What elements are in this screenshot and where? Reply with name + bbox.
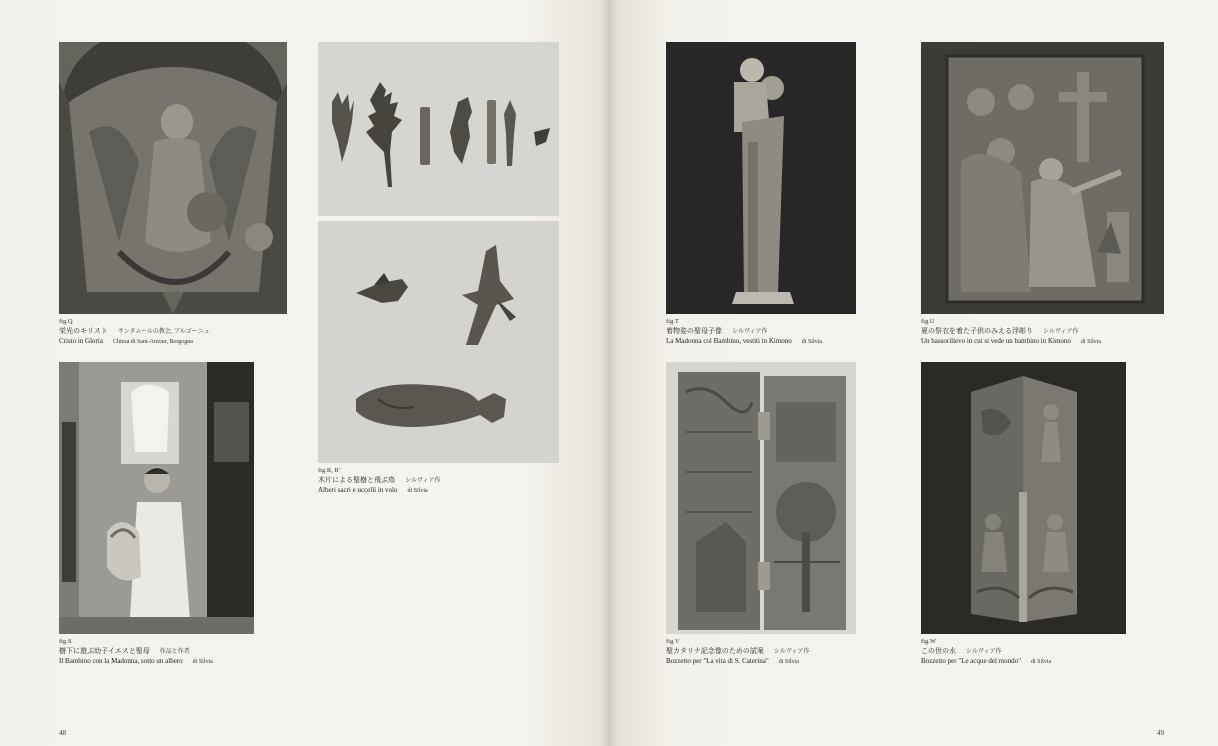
photo-wooden-trees — [318, 42, 559, 216]
caption-jp-note: シルヴィア作 — [405, 477, 441, 484]
caption-jp-note: シルヴィア作 — [732, 328, 768, 335]
caption-jp-note: 作品と作者 — [159, 648, 190, 655]
caption-it-note: di Silvia — [1080, 339, 1102, 345]
photo-artist-with-sculpture — [59, 362, 254, 634]
caption-fig-v — [666, 637, 809, 668]
caption-jp-title: 夏の祭衣を着た子供のみえる浮彫り — [921, 326, 1033, 335]
caption-jp-title: この世の水 — [921, 646, 956, 655]
caption-it-title: Alberi sacri e uccelli in volo — [318, 486, 398, 494]
caption-it-title: La Madonna col Bambino, vestiti in Kimono — [666, 337, 792, 345]
photo-acque-del-mondo — [921, 362, 1126, 634]
figure-number: fig.U — [921, 318, 935, 325]
caption-it-title: Cristo in Gloria — [59, 337, 103, 345]
caption-jp-title: 聖カタリナ記念像のための試案 — [666, 646, 764, 655]
caption-it-note: di Silvia — [192, 659, 213, 665]
figure-number: fig.Q — [59, 318, 73, 325]
caption-jp-title: 栄光のキリスト — [59, 326, 108, 335]
page-number-right: 49 — [1157, 729, 1164, 737]
caption-it-note: di Silvia — [1030, 659, 1052, 665]
caption-it-note: Chiesa di Sant-Amour, Borgogna — [112, 339, 193, 345]
caption-it-title: Bozzetto per "Le acque del mondo" — [921, 657, 1021, 665]
figure-number: fig.S — [59, 638, 72, 645]
caption-fig-u — [921, 317, 1101, 348]
caption-fig-s — [59, 637, 213, 668]
caption-it-note: di Silvia — [778, 659, 799, 665]
page-number-left: 48 — [59, 729, 66, 737]
caption-jp-note: サンタムールの教会, ブルゴーニュ — [117, 328, 210, 335]
caption-jp-note: シルヴィア作 — [966, 648, 1002, 655]
photo-wooden-birds — [318, 221, 559, 463]
photo-cristo-in-gloria — [59, 42, 287, 314]
caption-jp-title: 木片による聖樹と飛ぶ鳥 — [318, 475, 395, 484]
book-gutter — [600, 0, 618, 746]
caption-it-title: Bozzetto per "La vita di S. Caterina" — [666, 657, 769, 665]
caption-jp-title: 着物姿の聖母子像 — [666, 326, 722, 335]
caption-it-title: Il Bambino con la Madonna, sotto un albero — [59, 657, 183, 665]
figure-number: fig.W — [921, 638, 936, 645]
caption-it-note: di Silvia — [407, 488, 428, 494]
caption-fig-q — [59, 317, 210, 348]
photo-bas-relief — [921, 42, 1164, 314]
caption-jp-title: 樹下に遊ぶ幼子イエスと聖母 — [59, 646, 150, 655]
caption-it-title: Un bassorilievo in cui si vede un bambino in Kimono — [921, 337, 1071, 345]
caption-it-note: di Silvia — [801, 339, 822, 345]
photo-caterina-doors — [666, 362, 856, 634]
figure-number: fig.V — [666, 638, 680, 645]
caption-fig-r — [318, 466, 441, 497]
caption-fig-w — [921, 637, 1051, 668]
photo-madonna-kimono — [666, 42, 856, 314]
caption-jp-note: シルヴィア作 — [1043, 328, 1079, 335]
figure-number: fig.T — [666, 318, 679, 325]
caption-jp-note: シルヴィア作 — [773, 648, 810, 655]
figure-number: fig.R, R' — [318, 467, 340, 474]
caption-fig-t — [666, 317, 822, 348]
